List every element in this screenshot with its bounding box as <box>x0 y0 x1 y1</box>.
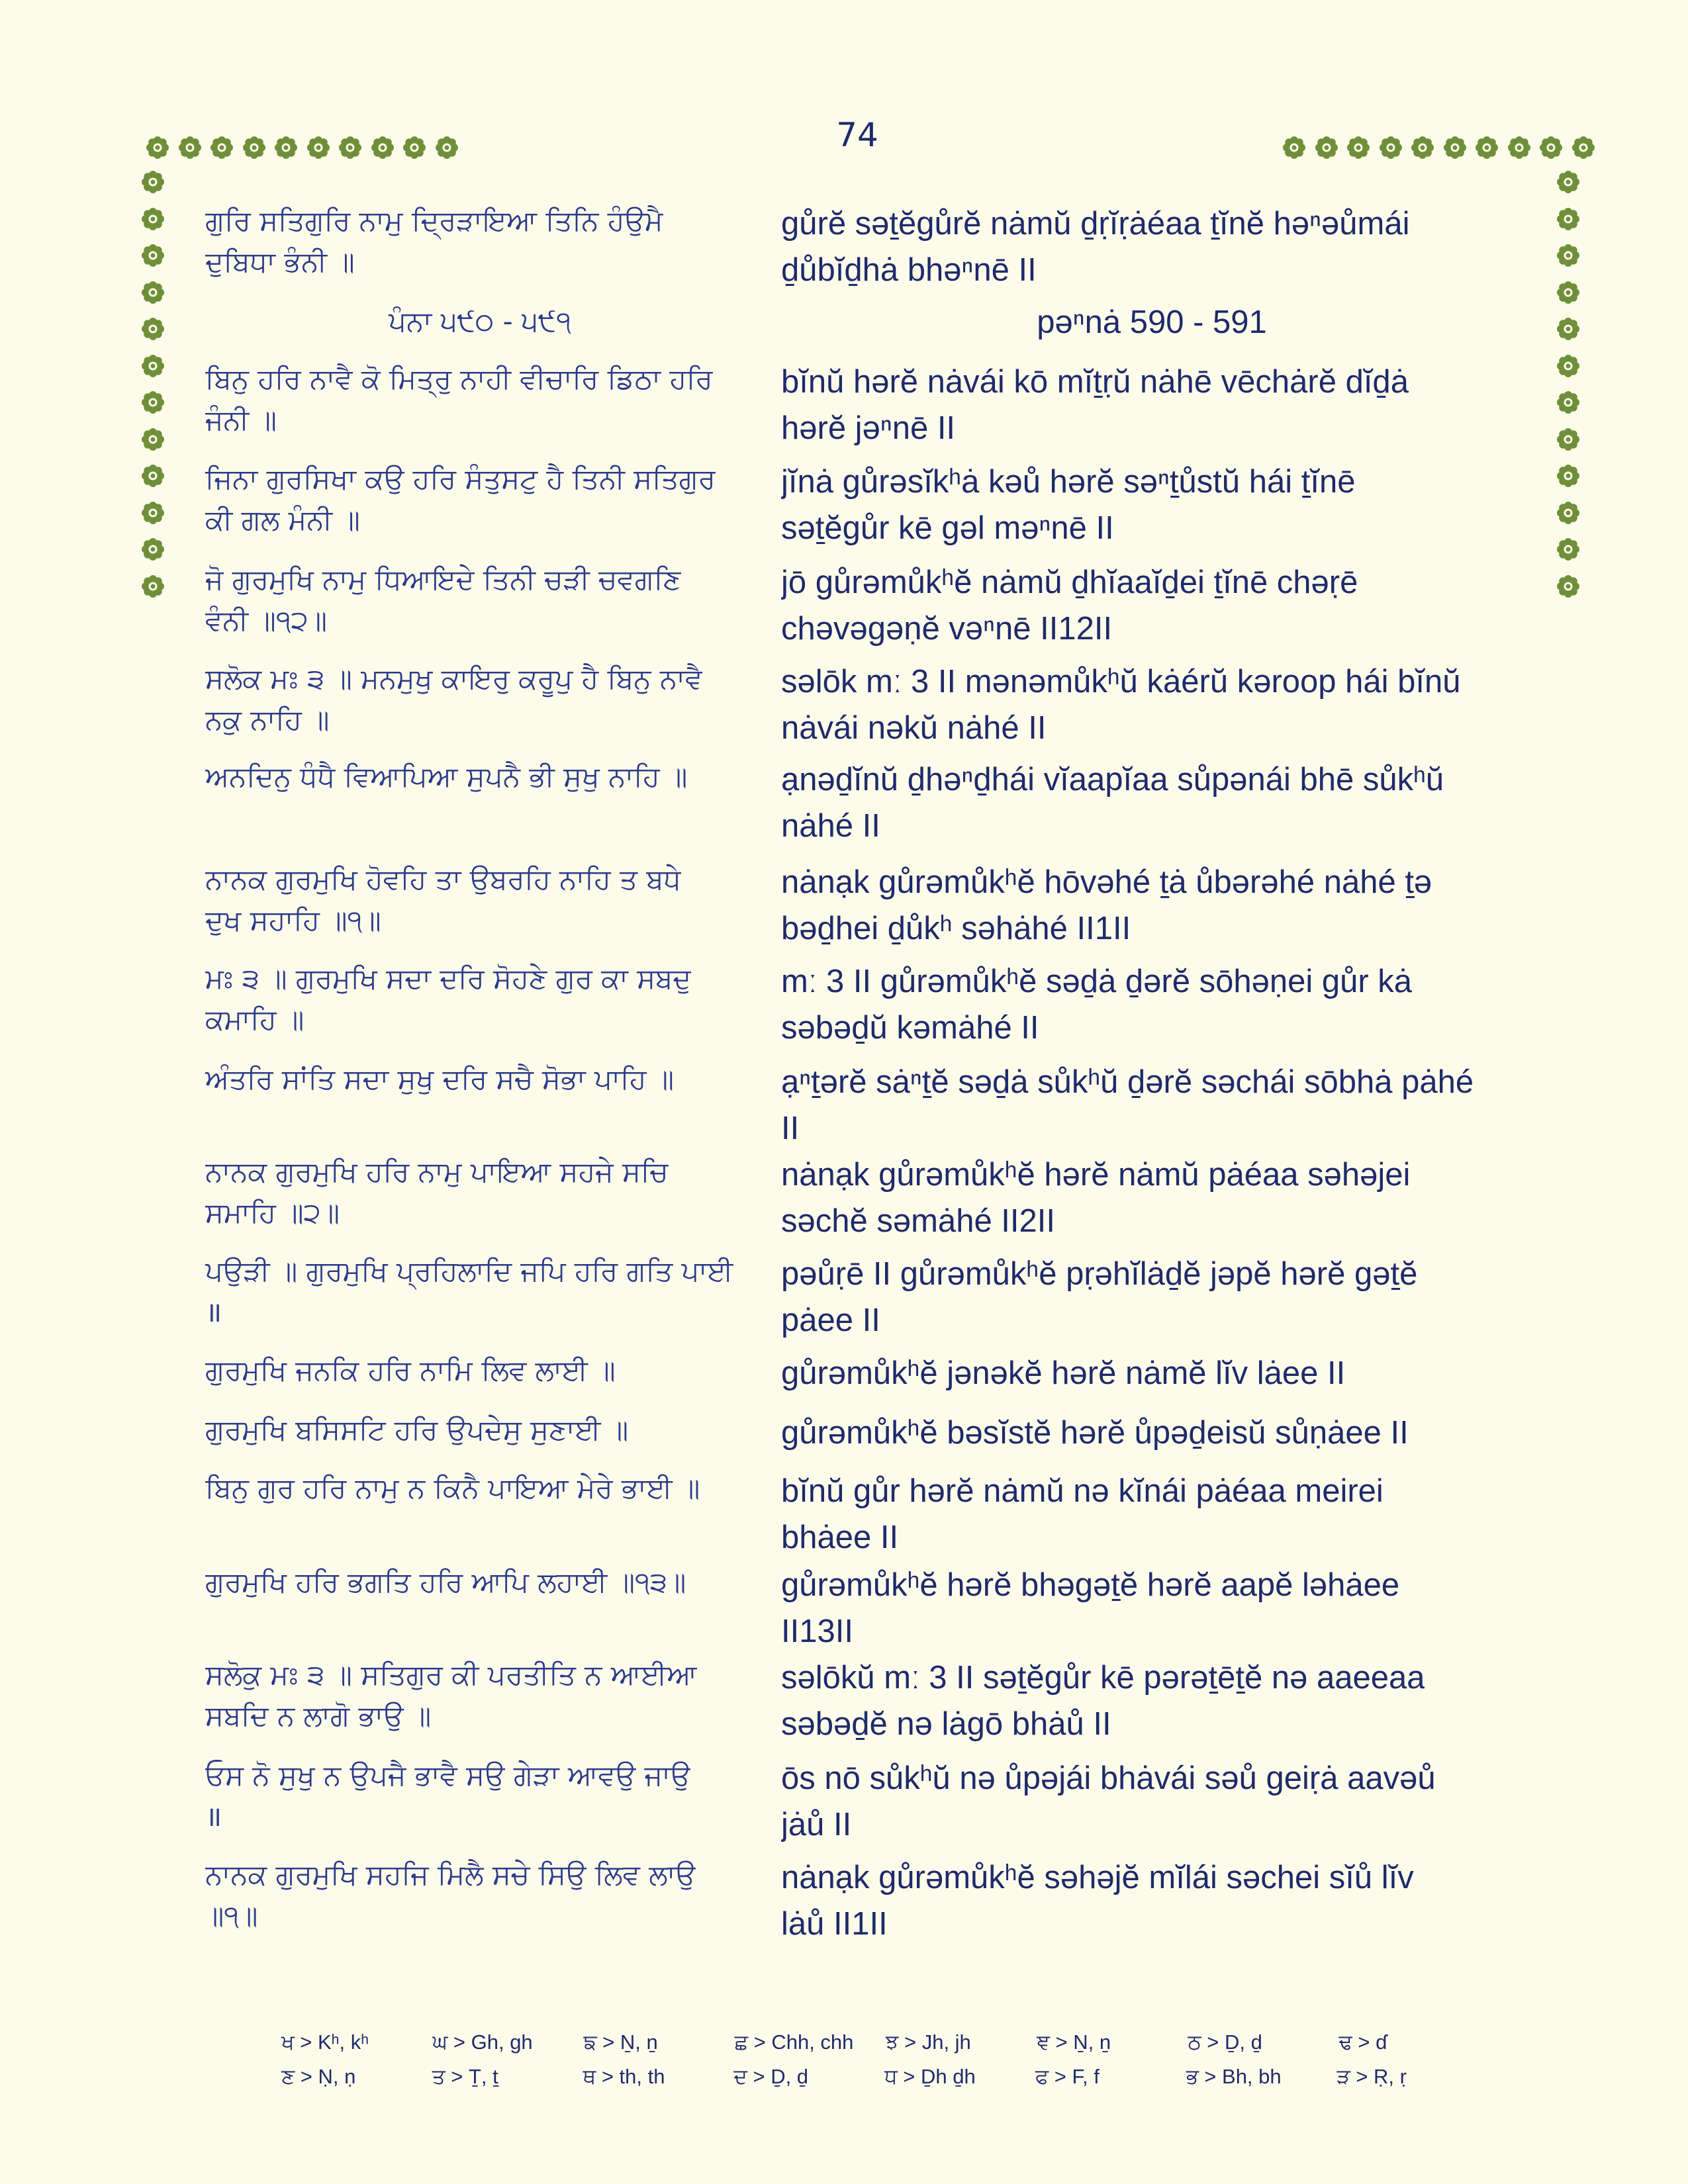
gurmukhi-line: ਪੰਨਾ ੫੯੦ - ੫੯੧ <box>388 305 572 338</box>
translit-line: jȧů II <box>781 1807 852 1843</box>
gurmukhi-line: ਜਿਨਾ ਗੁਰਸਿਖਾ ਕਉ ਹਰਿ ਸੰਤੁਸਟੁ ਹੈ ਤਿਨੀ ਸਤਿਗੁਰ <box>205 463 716 495</box>
translit-block <box>781 1152 1410 1244</box>
ornament-border-top-left <box>144 134 460 165</box>
green-flower-icon <box>140 279 166 306</box>
translit-block <box>781 359 1409 451</box>
translit-line: nȧvái nəkŭ nȧhé II <box>781 710 1047 746</box>
verse-block <box>205 756 687 797</box>
legend-item: ਛ > Chh, chh <box>734 2030 854 2054</box>
green-flower-icon <box>1555 500 1581 526</box>
translit-line: pəůṛē II gůrəmůkʰĕ pṛəhĭlȧḏĕ jəpĕ hərĕ gəṯĕ <box>781 1256 1418 1292</box>
legend-row <box>281 2060 1407 2094</box>
translit-line: bhȧee II <box>781 1520 899 1555</box>
verse-block <box>205 1468 700 1509</box>
legend-item: ਫ > F, f <box>1035 2065 1100 2088</box>
page-range-heading-translit <box>781 299 1523 345</box>
gurmukhi-line: ਨਾਨਕ ਗੁਰਮੁਖਿ ਹੋਵਹਿ ਤਾ ਉਬਰਹਿ ਨਾਹਿ ਤ ਬਧੇ <box>205 863 682 895</box>
gurmukhi-line: ਅੰਤਰਿ ਸਾਂਤਿ ਸਦਾ ਸੁਖੁ ਦਰਿ ਸਚੈ ਸੋਭਾ ਪਾਹਿ ॥ <box>205 1063 675 1095</box>
verse-block <box>205 1350 616 1391</box>
green-flower-icon <box>1555 389 1581 416</box>
gurmukhi-line: ਦੁਖ ਸਹਾਹਿ ॥੧॥ <box>205 904 381 936</box>
translit-block <box>781 1350 1345 1396</box>
verse-block <box>205 1854 696 1936</box>
legend-row <box>281 2025 1407 2060</box>
ornament-border-right <box>1555 169 1581 600</box>
green-flower-icon <box>273 134 299 161</box>
gurmukhi-line: ਪਉੜੀ ॥ ਗੁਰਮੁਖਿ ਪ੍ਰਹਿਲਾਦਿ ਜਪਿ ਹਰਿ ਗਤਿ ਪਾਈ <box>205 1255 733 1287</box>
legend-item: ਤ > Ṯ, ṯ <box>432 2065 498 2088</box>
gurmukhi-line: ਮਃ ੩ ॥ ਗੁਰਮੁਖਿ ਸਦਾ ਦਰਿ ਸੋਹਣੇ ਗੁਰ ਕਾ ਸਬਦੁ <box>205 962 692 995</box>
translit-line: lȧů II1II <box>781 1906 888 1942</box>
translit-line: II13II <box>781 1614 853 1649</box>
translit-line: mː 3 II gůrəmůkʰĕ səḏȧ ḏərĕ sōhəṇei gůr kȧ <box>781 964 1413 999</box>
translit-line: hərĕ jəⁿnē II <box>781 410 956 446</box>
translit-line: ạnəḏĭnŭ ḏhəⁿḏhái vĭaapĭaa sůpənái bhē sůkʰŭ <box>781 762 1444 797</box>
green-flower-icon <box>144 134 171 161</box>
green-flower-icon <box>434 134 460 161</box>
gurmukhi-line: ਸਬਦਿ ਨ ਲਾਗੋ ਭਾਉ ॥ <box>205 1700 432 1732</box>
green-flower-icon <box>140 426 166 453</box>
gurmukhi-line: ਸਮਾਹਿ ॥੨॥ <box>205 1197 340 1229</box>
green-flower-icon <box>140 242 166 269</box>
translit-line: səchĕ səmȧhé II2II <box>781 1203 1056 1239</box>
gurmukhi-line: ਵੰਨੀ ॥੧੨॥ <box>205 604 328 637</box>
green-flower-icon <box>1570 134 1597 161</box>
translit-line: jō gůrəmůkʰĕ nȧmŭ ḏhĭaaĭḏei ṯĭnē chəṛē <box>781 565 1358 600</box>
translit-line: nȧhé II <box>781 808 880 844</box>
legend-item: ਭ > Bh, bh <box>1186 2065 1282 2088</box>
green-flower-icon <box>1555 353 1581 379</box>
verse-block <box>205 659 702 741</box>
translit-line: ḏůbĭḏhȧ bhəⁿnē II <box>781 252 1037 288</box>
legend-item: ੜ > Ṛ, ṛ <box>1336 2065 1407 2088</box>
gurmukhi-line: ਦੁਬਿਧਾ ਭੰਨੀ ॥ <box>205 246 355 278</box>
legend-item: ਘ > Gh, gh <box>432 2030 533 2054</box>
green-flower-icon <box>140 500 166 526</box>
translit-block <box>781 1562 1399 1655</box>
gurmukhi-line: ਜੋ ਗੁਰਮੁਖਿ ਨਾਮੁ ਧਿਆਇਦੇ ਤਿਨੀ ਚੜੀ ਚਵਗਣਿ <box>205 563 681 596</box>
translit-block <box>781 201 1409 293</box>
green-flower-icon <box>1555 206 1581 232</box>
gurmukhi-line: ਬਿਨੁ ਗੁਰ ਹਰਿ ਨਾਮੁ ਨ ਕਿਨੈ ਪਾਇਆ ਮੇਰੇ ਭਾਈ ॥ <box>205 1472 700 1504</box>
gurmukhi-line: ਨਕੁ ਨਾਹਿ ॥ <box>205 704 330 736</box>
gurmukhi-line: ॥ <box>205 1296 222 1328</box>
transliteration-legend <box>281 2025 1407 2094</box>
green-flower-icon <box>1555 242 1581 269</box>
translit-line: səṯĕgůr kē gəl məⁿnē II <box>781 510 1114 546</box>
translit-line: səbəḏŭ kəmȧhé II <box>781 1010 1039 1046</box>
legend-item: ਝ > Jh, jh <box>885 2030 971 2054</box>
verse-block <box>205 1655 697 1737</box>
green-flower-icon <box>140 463 166 489</box>
green-flower-icon <box>140 353 166 379</box>
translit-block <box>781 859 1432 952</box>
translit-block <box>781 559 1358 652</box>
green-flower-icon <box>140 316 166 342</box>
verse-block <box>205 459 716 541</box>
green-flower-icon <box>1555 316 1581 342</box>
green-flower-icon <box>305 134 332 161</box>
translit-block <box>781 1251 1417 1343</box>
translit-line: nȧnạk gůrəmůkʰĕ səhəjĕ mĭlái səchei sĭů lĭv <box>781 1860 1414 1895</box>
green-flower-icon <box>140 389 166 416</box>
green-flower-icon <box>241 134 267 161</box>
translit-line: chəvəgəṇĕ vəⁿnē II12II <box>781 611 1113 647</box>
green-flower-icon <box>1555 426 1581 453</box>
legend-item: ਦ > Ḏ, ḏ <box>733 2065 809 2088</box>
translit-block <box>781 1854 1414 1947</box>
translit-line: ạⁿṯərĕ sȧⁿṯĕ səḏȧ sůkʰŭ ḏərĕ səchái sōbhȧ pȧhé <box>781 1064 1474 1100</box>
green-flower-icon <box>401 134 428 161</box>
translit-line: nȧnạk gůrəmůkʰĕ hərĕ nȧmŭ pȧéaa səhəjei <box>781 1157 1411 1193</box>
translit-line: gůrĕ səṯĕgůrĕ nȧmŭ ḏṛĭṛȧéaa ṯĭnĕ həⁿəůmái <box>781 206 1410 242</box>
translit-line: bĭnŭ hərĕ nȧvái kō mĭṯṛŭ nȧhē vēchȧrĕ dĭḏȧ <box>781 364 1409 400</box>
page-range-heading <box>205 301 755 342</box>
translit-line: gůrəmůkʰĕ hərĕ bhəgəṯĕ hərĕ aapĕ ləhȧee <box>781 1567 1400 1603</box>
gurmukhi-line: ਸਲੋਕ ਮਃ ੩ ॥ ਮਨਮੁਖੁ ਕਾਇਰੁ ਕਰੂਪੁ ਹੈ ਬਿਨੁ ਨਾਵੈ <box>205 662 703 695</box>
translit-block <box>781 1410 1409 1456</box>
green-flower-icon <box>369 134 396 161</box>
verse-block <box>205 1755 690 1837</box>
green-flower-icon <box>1506 134 1532 161</box>
green-flower-icon <box>1555 169 1581 195</box>
green-flower-icon <box>177 134 203 161</box>
green-flower-icon <box>1313 134 1340 161</box>
green-flower-icon <box>1555 463 1581 489</box>
verse-block <box>205 1410 628 1451</box>
translit-block <box>781 756 1444 849</box>
verse-block <box>205 201 663 283</box>
gurmukhi-line: ॥ <box>205 1800 222 1833</box>
green-flower-icon <box>337 134 363 161</box>
gurmukhi-line: ਬਿਨੁ ਹਰਿ ਨਾਵੈ ਕੋ ਮਿਤ੍ਰੁ ਨਾਹੀ ਵੀਚਾਰਿ ਡਿਠਾ ਹਰਿ <box>205 363 713 395</box>
translit-block <box>781 459 1355 551</box>
green-flower-icon <box>140 536 166 563</box>
gurmukhi-line: ਕਮਾਹਿ ॥ <box>205 1003 305 1036</box>
translit-block <box>781 1755 1436 1848</box>
gurmukhi-line: ਗੁਰਿ ਸਤਿਗੁਰਿ ਨਾਮੁ ਦ੍ਰਿੜਾਇਆ ਤਿਨਿ ਹੰਉਮੈ <box>205 205 663 237</box>
translit-line: nȧnạk gůrəmůkʰĕ hōvəhé ṯȧ ůbərəhé nȧhé ṯə <box>781 864 1432 900</box>
translit-line: gůrəmůkʰĕ bəsĭstĕ hərĕ ůpəḏeisŭ sůṇȧee II <box>781 1415 1409 1451</box>
translit-line: jĭnȧ gůrəsĭkʰȧ kəů hərĕ səⁿṯůstŭ hái ṯĭnē <box>781 464 1356 500</box>
legend-item: ਖ > Kʰ, kʰ <box>281 2030 369 2054</box>
gurmukhi-line: ਓਸ ਨੋ ਸੁਖੁ ਨ ਉਪਜੈ ਭਾਵੈ ਸਉ ਗੇੜਾ ਆਵਉ ਜਾਉ <box>205 1759 691 1792</box>
green-flower-icon <box>209 134 235 161</box>
ornament-border-top-right <box>1281 134 1597 165</box>
translit-block <box>781 1468 1383 1561</box>
verse-block <box>205 1251 733 1333</box>
green-flower-icon <box>140 573 166 600</box>
legend-item: ਧ > Ḏh ḏh <box>884 2065 976 2088</box>
green-flower-icon <box>1474 134 1500 161</box>
translit-line: ōs nō sůkʰŭ nə ůpəjái bhȧvái səů geiṛȧ aavəů <box>781 1760 1436 1796</box>
translit-line: II <box>781 1111 800 1146</box>
translit-line: səlōk mː 3 II mənəmůkʰŭ kȧérŭ kəroop hái bĭnŭ <box>781 664 1461 700</box>
green-flower-icon <box>1442 134 1468 161</box>
translit-block <box>781 958 1412 1051</box>
verse-block <box>205 559 681 641</box>
verse-block <box>205 359 713 441</box>
legend-item: ਣ > Ṇ, ṇ <box>281 2065 356 2088</box>
translit-block <box>781 1059 1474 1152</box>
legend-item: ਞ > Ṉ, ṉ <box>1037 2030 1111 2054</box>
translit-line: bəḏhei ḏůkʰ səhȧhé II1II <box>781 911 1131 946</box>
gurmukhi-line: ਗੁਰਮੁਖਿ ਜਨਕਿ ਹਰਿ ਨਾਮਿ ਲਿਵ ਲਾਈ ॥ <box>205 1354 616 1387</box>
translit-line: gůrəmůkʰĕ jənəkĕ hərĕ nȧmĕ lĭv lȧee II <box>781 1355 1346 1391</box>
legend-item: ਠ > Ḏ, ḏ <box>1188 2030 1262 2054</box>
green-flower-icon <box>140 206 166 232</box>
verse-block <box>205 958 691 1040</box>
gurmukhi-line: ਕੀ ਗਲ ਮੰਨੀ ॥ <box>205 504 360 536</box>
green-flower-icon <box>1281 134 1307 161</box>
ornament-border-left <box>140 169 166 600</box>
gurmukhi-line: ਸਲੋਕੁ ਮਃ ੩ ॥ ਸਤਿਗੁਰ ਕੀ ਪਰਤੀਤਿ ਨ ਆਈਆ <box>205 1659 698 1691</box>
legend-item: ਥ > th, th <box>583 2065 665 2088</box>
green-flower-icon <box>1345 134 1372 161</box>
translit-block <box>781 659 1461 751</box>
legend-item: ਢ > ɗ <box>1338 2030 1387 2054</box>
green-flower-icon <box>1555 279 1581 306</box>
gurmukhi-line: ਗੁਰਮੁਖਿ ਬਸਿਸਟਿ ਹਰਿ ਉਪਦੇਸੁ ਸੁਣਾਈ ॥ <box>205 1414 629 1446</box>
verse-block <box>205 1152 669 1234</box>
gurmukhi-line: ਜੰਨੀ ॥ <box>205 404 277 436</box>
translit-line: səlōkŭ mː 3 II səṯĕgůr kē pərəṯēṯĕ nə aaeeaa <box>781 1660 1425 1696</box>
green-flower-icon <box>1378 134 1404 161</box>
gurmukhi-line: ਅਨਦਿਨੁ ਧੰਧੈ ਵਿਆਪਿਆ ਸੁਪਨੈ ਭੀ ਸੁਖੁ ਨਾਹਿ ॥ <box>205 760 688 793</box>
translit-line: pəⁿnȧ 590 - 591 <box>1037 304 1267 340</box>
gurmukhi-line: ॥੧॥ <box>205 1899 258 1932</box>
verse-block <box>205 1059 674 1100</box>
page-number: 74 <box>836 116 878 154</box>
translit-line: səbəḏĕ nə lȧgō bhȧů II <box>781 1706 1111 1742</box>
translit-block <box>781 1655 1425 1747</box>
green-flower-icon <box>1555 573 1581 600</box>
translit-line: bĭnŭ gůr hərĕ nȧmŭ nə kĭnái pȧéaa meirei <box>781 1473 1383 1509</box>
green-flower-icon <box>140 169 166 195</box>
verse-block <box>205 1562 686 1603</box>
gurmukhi-line: ਨਾਨਕ ਗੁਰਮੁਖਿ ਸਹਜਿ ਮਿਲੈ ਸਚੇ ਸਿਉ ਲਿਵ ਲਾਉ <box>205 1858 696 1891</box>
gurmukhi-line: ਗੁਰਮੁਖਿ ਹਰਿ ਭਗਤਿ ਹਰਿ ਆਪਿ ਲਹਾਈ ॥੧੩॥ <box>205 1566 686 1598</box>
translit-line: pȧee II <box>781 1302 880 1338</box>
green-flower-icon <box>1409 134 1436 161</box>
legend-item: ਙ > Ṉ, ṉ <box>583 2030 658 2054</box>
verse-block <box>205 859 681 941</box>
gurmukhi-line: ਨਾਨਕ ਗੁਰਮੁਖਿ ਹਰਿ ਨਾਮੁ ਪਾਇਆ ਸਹਜੇ ਸਚਿ <box>205 1156 669 1188</box>
green-flower-icon <box>1555 536 1581 563</box>
green-flower-icon <box>1538 134 1564 161</box>
